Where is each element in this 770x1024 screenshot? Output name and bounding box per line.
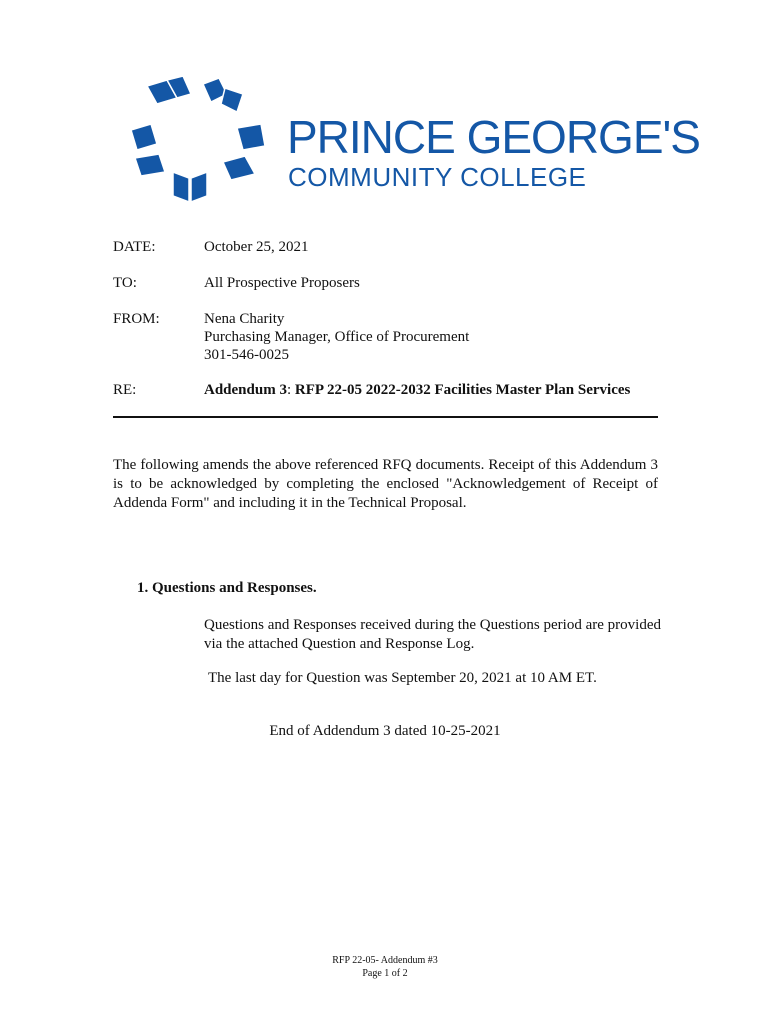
page-footer: [0, 954, 770, 980]
section-heading: 1. Questions and Responses.: [137, 580, 317, 596]
from-title: Purchasing Manager, Office of Procurement: [204, 329, 470, 345]
intro-paragraph: The following amends the above referenced RFQ documents. Receipt of this Addendum 3 is to be acknowledged by completing the enclosed "Acknowledgement of Receipt of Addenda Form" and including it in the Technical Proposal.: [113, 457, 658, 511]
last-day-text: The last day for Question was September 20, 2021 at 10 AM ET.: [208, 670, 597, 686]
re-rfp-title: RFP 22-05 2022-2032 Facilities Master Plan Services: [294, 382, 631, 398]
date-value: October 25, 2021: [204, 239, 309, 255]
logo-college-name: PRINCE GEORGE'S: [287, 111, 700, 163]
college-logo: [125, 72, 700, 212]
re-value: [204, 381, 630, 399]
section-text: Questions and Responses received during the Questions period are provided via the attached Question and Response Log.: [204, 617, 661, 652]
footer-page-number: Page 1 of 2: [362, 968, 408, 979]
from-label: FROM:: [113, 311, 160, 327]
re-addendum: Addendum 3: [204, 382, 287, 398]
from-name: Nena Charity: [204, 311, 285, 327]
header-divider: [113, 416, 658, 418]
to-value: All Prospective Proposers: [204, 275, 360, 291]
to-label: TO:: [113, 275, 137, 291]
re-label: RE:: [113, 382, 137, 398]
logo-college-subtitle: COMMUNITY COLLEGE: [288, 162, 587, 192]
from-phone: 301-546-0025: [204, 347, 289, 363]
books-ring-icon: [125, 72, 275, 212]
end-of-addendum: End of Addendum 3 dated 10-25-2021: [269, 723, 501, 739]
re-separator: :: [286, 382, 295, 398]
date-label: DATE:: [113, 239, 156, 255]
footer-rfp: RFP 22-05- Addendum #3: [332, 955, 438, 966]
